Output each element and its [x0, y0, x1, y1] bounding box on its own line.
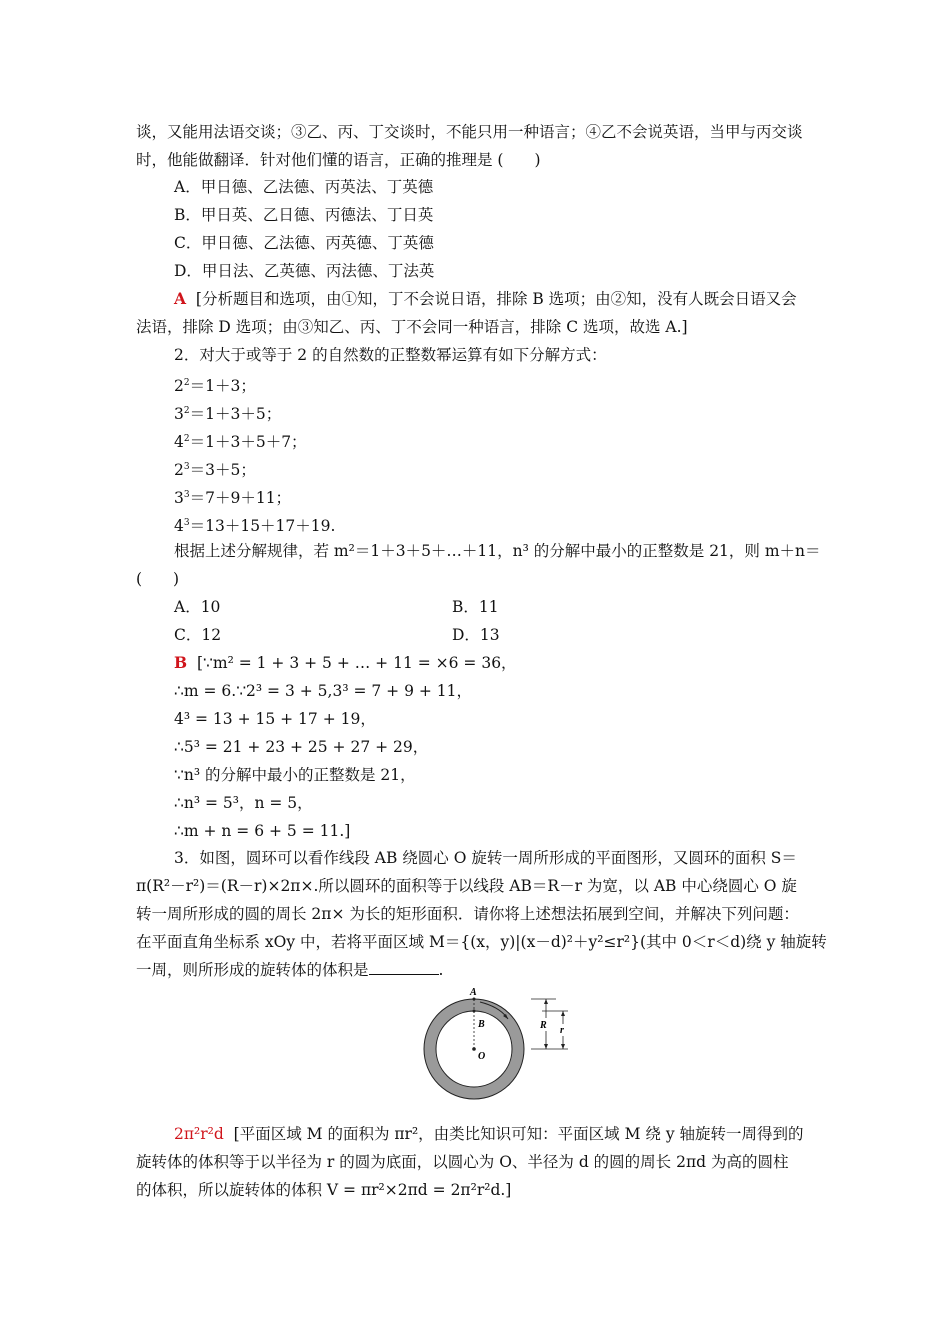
eq-rest: ＝13＋15＋17＋19. [189, 517, 336, 536]
eq-rest: ＝7＋9＋11； [189, 489, 292, 508]
q2-solution-line: ∴5³ = 21 + 23 + 25 + 27 + 29， [174, 738, 429, 756]
q1-line2: 时，他能做翻译．针对他们懂的语言，正确的推理是 ( ) [136, 151, 541, 169]
q2-option-a: A．10 [174, 598, 221, 616]
q3-analysis-line3: 的体积，所以旋转体的体积 V = πr²×2πd = 2π²r²d.] [136, 1181, 512, 1199]
q3-line4: 在平面直角坐标系 xOy 中，若将平面区域 M＝{(x，y)|(x－d)²＋y²≤r²}(其中 0＜r＜d)绕 y 轴旋转 [136, 933, 827, 951]
q2-equation [174, 401, 281, 424]
q2-solution-line: ∴m = 6.∵2³ = 3 + 5,3³ = 7 + 9 + 11， [174, 682, 473, 700]
eq-base: 3 [174, 489, 184, 508]
point-b [473, 1010, 476, 1013]
q3-line5-text: 一周，则所形成的旋转体的体积是 [136, 961, 369, 979]
q2-solution-text: [∵m² = 1 + 3 + 5 + … + 11 = ×6 = 36， [196, 654, 517, 672]
eq-rest: ＝1＋3； [189, 377, 256, 396]
eq-exp: 3 [183, 490, 190, 500]
eq-base: 2 [174, 377, 184, 396]
q2-option-d: D．13 [452, 626, 500, 644]
q1-option-c: C．甲日德、乙法德、丙英德、丁英德 [174, 234, 434, 252]
label-a: A [470, 987, 477, 998]
q3-blank-end: . [438, 961, 444, 979]
q1-option-b: B．甲日英、乙日德、丙德法、丁日英 [174, 206, 434, 224]
q2-stem-line1: 根据上述分解规律，若 m²＝1＋3＋5＋…＋11，n³ 的分解中最小的正整数是 21，则 m＋n＝ [174, 542, 821, 560]
q2-equation [174, 457, 256, 480]
answer-blank [369, 960, 439, 975]
q1-analysis-line2: 法语，排除 D 选项；由③知乙、丙、丁不会同一种语言，排除 C 选项，故选 A.] [136, 318, 688, 336]
label-r: r [560, 1025, 564, 1036]
q3-analysis-text: [平面区域 M 的面积为 πr²，由类比知识可知：平面区域 M 绕 y 轴旋转一周得到的 [233, 1125, 804, 1143]
eq-exp: 2 [183, 406, 190, 416]
q1-analysis-line1 [174, 289, 797, 309]
q2-solution-line: ∴m + n = 6 + 5 = 11.] [174, 822, 351, 840]
label-b: B [478, 1019, 485, 1030]
eq-exp: 2 [183, 378, 190, 388]
eq-exp: 3 [183, 518, 190, 528]
q2-solution-line: 4³ = 13 + 15 + 17 + 19， [174, 710, 376, 728]
label-o: O [478, 1051, 486, 1062]
eq-base: 4 [174, 517, 184, 536]
q3-answer: 2π²r²d [174, 1125, 224, 1143]
label-R: R [540, 1020, 547, 1031]
eq-rest: ＝1＋3＋5； [189, 405, 282, 424]
q2-solution-line: ∵n³ 的分解中最小的正整数是 21， [174, 766, 416, 784]
eq-base: 2 [174, 461, 184, 480]
q1-option-a: A．甲日德、乙法德、丙英法、丁英德 [174, 178, 434, 196]
center-point [472, 1047, 476, 1051]
q2-option-c: C．12 [174, 626, 222, 644]
q2-equation [174, 373, 256, 396]
q2-equation [174, 513, 335, 536]
q2-equation [174, 429, 307, 452]
q2-solution-line1 [174, 653, 517, 673]
eq-rest: ＝3＋5； [189, 461, 256, 480]
q1-line1: 谈，又能用法语交谈；③乙、丙、丁交谈时，不能只用一种语言；④乙不会说英语，当甲与丙交谈 [136, 123, 803, 141]
q3-line5 [136, 960, 443, 980]
eq-rest: ＝1＋3＋5＋7； [189, 433, 307, 452]
eq-base: 3 [174, 405, 184, 424]
eq-exp: 2 [183, 434, 190, 444]
eq-exp: 3 [183, 462, 190, 472]
q2-stem-line2: ( ) [136, 570, 180, 588]
annulus-figure [418, 985, 578, 1105]
q2-answer-letter: B [174, 653, 188, 672]
q2-equation [174, 485, 291, 508]
q3-line1: 3．如图，圆环可以看作线段 AB 绕圆心 O 旋转一周所形成的平面图形，又圆环的面积 S＝ [174, 849, 797, 867]
q3-analysis-line2: 旋转体的体积等于以半径为 r 的圆为底面，以圆心为 O、半径为 d 的圆的周长 2πd 为高的圆柱 [136, 1153, 789, 1171]
q2-solution-line: ∴n³ = 5³，n = 5， [174, 794, 313, 812]
q1-analysis-text: [分析题目和选项，由①知，丁不会说日语，排除 B 选项；由②知，没有人既会日语又会 [195, 290, 797, 308]
q3-line3: 转一周所形成的圆的周长 2π× 为长的矩形面积．请你将上述想法拓展到空间，并解决下列问题： [136, 905, 799, 923]
q1-answer-letter: A [174, 289, 187, 308]
q1-option-d: D．甲日法、乙英德、丙法德、丁法英 [174, 262, 435, 280]
q2-option-b: B．11 [452, 598, 499, 616]
eq-base: 4 [174, 433, 184, 452]
q2-intro: 2．对大于或等于 2 的自然数的正整数幂运算有如下分解方式： [174, 346, 607, 364]
q3-line2: π(R²－r²)＝(R－r)×2π×.所以圆环的面积等于以线段 AB＝R－r 为宽，以 AB 中心绕圆心 O 旋 [136, 877, 797, 895]
q3-analysis-line1 [174, 1124, 804, 1144]
